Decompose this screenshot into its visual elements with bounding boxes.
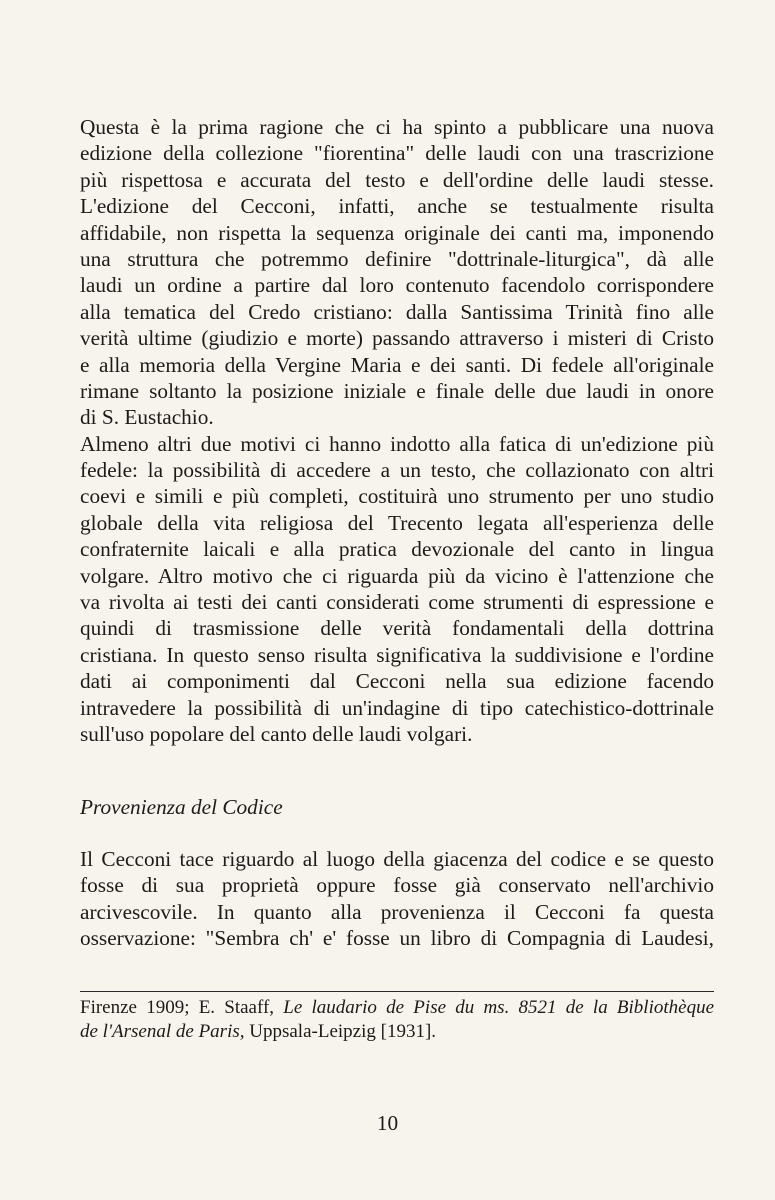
text-line: va rivolta ai testi dei canti considerati come strumenti di espressione e — [80, 590, 714, 615]
text-line: confraternite laicali e alla pratica devozionale del canto in lingua — [80, 537, 714, 562]
text-line: più rispettosa e accurata del testo e dell'ordine delle laudi stesse. — [80, 167, 714, 192]
text-line: quindi di trasmissione delle verità fondamentali della dottrina — [80, 616, 714, 641]
text-line: L'edizione del Cecconi, infatti, anche se testualmente risulta — [80, 194, 714, 219]
footnote-book-title-cont: de l'Arsenal de Paris, — [80, 1021, 245, 1042]
text-line: Il Cecconi tace riguardo al luogo della giacenza del codice e se questo — [80, 847, 714, 871]
footnote — [80, 996, 714, 1044]
text-line: di S. Eustachio. — [80, 405, 214, 430]
text-line: cristiana. In questo senso risulta significativa la suddivisione e l'ordine — [80, 642, 714, 667]
footnote-line — [80, 1020, 714, 1044]
footnote-book-title: Le laudario de Pise du ms. 8521 de la Bibliothèque — [283, 997, 714, 1018]
footnote-line — [80, 996, 714, 1020]
text-line: alla tematica del Credo cristiano: dalla Santissima Trinità fino alle — [80, 299, 714, 324]
text-line: osservazione: "Sembra ch' e' fosse un libro di Compagnia di Laudesi, — [80, 926, 714, 951]
text-line: laudi un ordine a partire dal loro contenuto facendolo corrispondere — [80, 273, 714, 298]
text-line: fedele: la possibilità di accedere a un testo, che collazionato con altri — [80, 458, 714, 483]
text-line: edizione della collezione "fiorentina" delle laudi con una trascrizione — [80, 141, 714, 166]
text-line: arcivescovile. In quanto alla provenienza il Cecconi fa questa — [80, 899, 714, 924]
text-line: rimane soltanto la posizione iniziale e finale delle due laudi in onore — [80, 378, 714, 403]
text-line: Questa è la prima ragione che ci ha spinto a pubblicare una nuova — [80, 115, 714, 139]
text-line: fosse di sua proprietà oppure fosse già conservato nell'archivio — [80, 873, 714, 898]
text-line: globale della vita religiosa del Trecento legata all'esperienza delle — [80, 510, 714, 535]
text-line: una struttura che potremmo definire "dottrinale-liturgica", dà alle — [80, 246, 714, 271]
footnote-publisher: Uppsala-Leipzig [1931]. — [244, 1021, 437, 1042]
text-line: e alla memoria della Vergine Maria e dei santi. Di fedele all'originale — [80, 352, 714, 377]
section-heading: Provenienza del Codice — [80, 795, 283, 819]
text-line: dati ai componimenti dal Cecconi nella sua edizione facendo — [80, 669, 714, 694]
body-text-section — [80, 846, 714, 952]
text-line: intravedere la possibilità di un'indagine di tipo catechistico-dottrinale — [80, 695, 714, 720]
footnote-divider — [80, 991, 714, 992]
text-line: volgare. Altro motivo che ci riguarda più da vicino è l'attenzione che — [80, 563, 714, 588]
text-line: verità ultime (giudizio e morte) passando attraverso i misteri di Cristo — [80, 326, 714, 351]
page-number: 10 — [376, 1111, 399, 1135]
body-text — [80, 114, 714, 747]
footnote-citation-text: Firenze 1909; E. Staaff, — [80, 997, 284, 1018]
text-line: sull'uso popolare del canto delle laudi volgari. — [80, 721, 473, 746]
text-line: affidabile, non rispetta la sequenza originale dei canti ma, imponendo — [80, 220, 714, 245]
text-line: coevi e simili e più completi, costituirà uno strumento per uno studio — [80, 484, 714, 509]
text-line: Almeno altri due motivi ci hanno indotto alla fatica di un'edizione più — [80, 431, 714, 456]
